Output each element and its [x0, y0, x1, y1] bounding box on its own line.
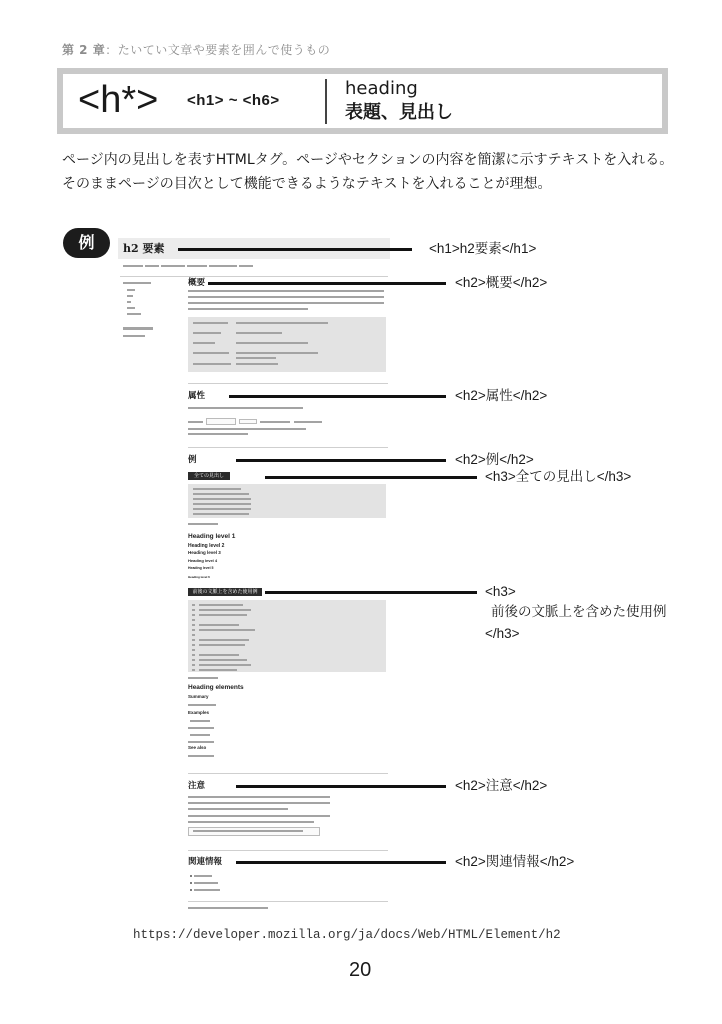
- annotation-label-context-open: <h3>: [485, 584, 516, 599]
- blurred-text-line: [193, 503, 251, 505]
- blurred-text-line: [193, 830, 303, 832]
- blurred-text-line: [192, 659, 195, 661]
- outline-title: Heading elements: [188, 684, 244, 691]
- horizontal-rule: [188, 901, 388, 902]
- description-line: ページ内の見出しを表すHTMLタグ。ページやセクションの内容を簡潔に示すテキストを入れる。: [62, 152, 674, 168]
- blurred-text-line: [192, 664, 195, 666]
- blurred-text-line: [127, 301, 131, 303]
- screenshot-summary-heading: 概要: [188, 278, 206, 288]
- blurred-text-line: [199, 609, 251, 611]
- blurred-text-line: [192, 604, 195, 606]
- horizontal-rule: [188, 383, 388, 384]
- blurred-text-line: [188, 523, 218, 525]
- blurred-text-line: [236, 332, 282, 334]
- horizontal-rule: [188, 447, 388, 448]
- blurred-text-line: [192, 649, 195, 651]
- blurred-text-line: [194, 875, 212, 877]
- example-label-context: 前後の文脈上を含めた使用例: [188, 588, 262, 596]
- blurred-text-line: [188, 407, 303, 409]
- screenshot-page-title: h2 要素: [123, 242, 165, 255]
- annotation-line: [265, 476, 477, 479]
- annotation-line: [265, 591, 477, 594]
- annotation-line: [178, 248, 412, 251]
- description-line: そのままページの目次として機能できるようなテキストを入れることが理想。: [62, 176, 552, 192]
- blurred-text-line: [192, 619, 195, 621]
- blurred-text-line: [193, 513, 249, 515]
- blurred-text-line: [193, 498, 251, 500]
- annotation-line: [236, 459, 446, 462]
- outline-item: Examples: [188, 710, 210, 715]
- blurred-text-line: [209, 265, 237, 267]
- blurred-text-line: [188, 796, 330, 798]
- blurred-text-line: [188, 727, 214, 729]
- blurred-text-line: [188, 302, 384, 304]
- annotation-label-summary: <h2>概要</h2>: [455, 275, 548, 290]
- blurred-text-line: [193, 508, 251, 510]
- blurred-text-line: [239, 265, 253, 267]
- tag-name: <h*>: [78, 79, 159, 121]
- mdn-screenshot: [118, 238, 390, 916]
- blurred-text-line: [192, 624, 195, 626]
- blurred-text-line: [199, 664, 251, 666]
- annotation-label-all-headings: <h3>全ての見出し</h3>: [485, 469, 632, 484]
- page-number: 20: [349, 959, 372, 981]
- blurred-text-line: [194, 889, 220, 891]
- bullet-dot: [190, 875, 192, 877]
- blurred-text-line: [127, 295, 133, 297]
- blurred-text-line: [236, 342, 308, 344]
- blurred-text-line: [188, 802, 330, 804]
- blurred-text-line: [127, 307, 135, 309]
- annotation-label-notes: <h2>注意</h2>: [455, 778, 548, 793]
- blurred-text-line: [188, 296, 384, 298]
- blurred-text-line: [193, 322, 228, 324]
- blurred-text-line: [199, 624, 239, 626]
- blurred-text-line: [193, 488, 241, 490]
- blurred-text-line: [192, 654, 195, 656]
- blurred-text-line: [127, 313, 141, 315]
- blurred-text-line: [123, 327, 153, 330]
- blurred-text-line: [193, 352, 229, 354]
- annotation-line: [236, 861, 446, 864]
- blurred-text-line: [236, 322, 328, 324]
- outline-item: Summary: [188, 694, 209, 699]
- description: [62, 148, 673, 196]
- heading-level-5: Heading level 5: [188, 566, 214, 570]
- blurred-text-line: [192, 614, 195, 616]
- annotation-line: [208, 282, 446, 285]
- blurred-text-line: [199, 639, 249, 641]
- blurred-text-line: [187, 265, 207, 267]
- bullet-dot: [190, 882, 192, 884]
- blurred-text-line: [194, 882, 218, 884]
- blurred-text-line: [188, 741, 214, 743]
- example-label-all-headings: 全ての見出し: [188, 472, 230, 480]
- blurred-text-line: [188, 421, 203, 423]
- heading-level-3: Heading level 3: [188, 550, 221, 555]
- screenshot-attributes-heading: 属性: [188, 391, 206, 401]
- blurred-text-line: [123, 282, 151, 284]
- screenshot-notes-heading: 注意: [188, 781, 206, 791]
- tag-japanese-name: 表題、見出し: [345, 102, 453, 123]
- annotation-label-examples: <h2>例</h2>: [455, 452, 534, 467]
- blurred-text-line: [188, 704, 216, 706]
- screenshot-examples-heading: 例: [188, 455, 197, 465]
- heading-level-2: Heading level 2: [188, 543, 225, 549]
- blurred-text-line: [199, 644, 245, 646]
- tag-range: <h1> ~ <h6>: [187, 92, 280, 109]
- heading-level-6: Heading level 6: [188, 575, 210, 579]
- blurred-text-line: [260, 421, 290, 423]
- tag-english-name: heading: [345, 78, 418, 99]
- blurred-text-line: [294, 421, 322, 423]
- input-box: [206, 418, 236, 425]
- annotation-label-h1: <h1>h2要素</h1>: [429, 241, 537, 256]
- annotation-line: [236, 785, 446, 788]
- blurred-text-line: [188, 308, 308, 310]
- blurred-text-line: [188, 907, 268, 909]
- blurred-text-line: [199, 614, 247, 616]
- vertical-divider: [325, 79, 327, 124]
- blurred-text-line: [199, 604, 243, 606]
- blurred-text-line: [193, 342, 215, 344]
- heading-level-1: Heading level 1: [188, 533, 236, 540]
- blurred-text-line: [192, 629, 195, 631]
- bullet-dot: [190, 889, 192, 891]
- blurred-text-line: [192, 639, 195, 641]
- blurred-text-line: [193, 332, 221, 334]
- annotation-label-context-close: </h3>: [485, 626, 520, 641]
- blurred-text-line: [193, 493, 249, 495]
- source-url: https://developer.mozilla.org/ja/docs/Web/HTML/Element/h2: [133, 928, 561, 942]
- blurred-text-line: [236, 357, 276, 359]
- chapter-title: ：たいてい文章や要素を囲んで使うもの: [105, 43, 331, 57]
- blurred-text-line: [199, 654, 239, 656]
- blurred-text-line: [188, 821, 314, 823]
- annotation-label-related: <h2>関連情報</h2>: [455, 854, 575, 869]
- blurred-text-line: [236, 352, 318, 354]
- outline-item: See also: [188, 745, 207, 750]
- blurred-text-line: [192, 634, 195, 636]
- blurred-text-line: [127, 289, 135, 291]
- example-badge: 例: [63, 228, 110, 258]
- blurred-text-line: [188, 433, 248, 435]
- annotation-line: [229, 395, 446, 398]
- blurred-text-line: [199, 629, 255, 631]
- blurred-text-line: [188, 755, 214, 757]
- blurred-text-line: [192, 669, 195, 671]
- blurred-text-line: [193, 363, 231, 365]
- heading-level-4: Heading level 4: [188, 558, 218, 563]
- blurred-text-line: [188, 808, 288, 810]
- horizontal-rule: [188, 773, 388, 774]
- blurred-text-line: [145, 265, 159, 267]
- blurred-text-line: [192, 609, 195, 611]
- blurred-text-line: [123, 335, 145, 337]
- blurred-text-line: [190, 720, 210, 722]
- blurred-text-line: [188, 428, 306, 430]
- blurred-text-line: [188, 815, 330, 817]
- chapter-heading: [62, 43, 330, 57]
- screenshot-related-heading: 関連情報: [188, 857, 223, 867]
- input-box: [239, 419, 257, 424]
- blurred-text-line: [192, 644, 195, 646]
- horizontal-rule: [120, 276, 388, 277]
- blurred-text-line: [188, 290, 384, 292]
- annotation-label-context-text: 前後の文脈上を含めた使用例: [491, 604, 667, 619]
- horizontal-rule: [188, 850, 388, 851]
- blurred-text-line: [199, 669, 237, 671]
- blurred-text-line: [190, 734, 210, 736]
- blurred-text-line: [161, 265, 185, 267]
- blurred-text-line: [188, 677, 218, 679]
- blurred-text-line: [199, 659, 247, 661]
- blurred-text-line: [123, 265, 143, 267]
- chapter-number: 第 2 章: [62, 43, 106, 57]
- blurred-text-line: [236, 363, 278, 365]
- annotation-label-attributes: <h2>属性</h2>: [455, 388, 548, 403]
